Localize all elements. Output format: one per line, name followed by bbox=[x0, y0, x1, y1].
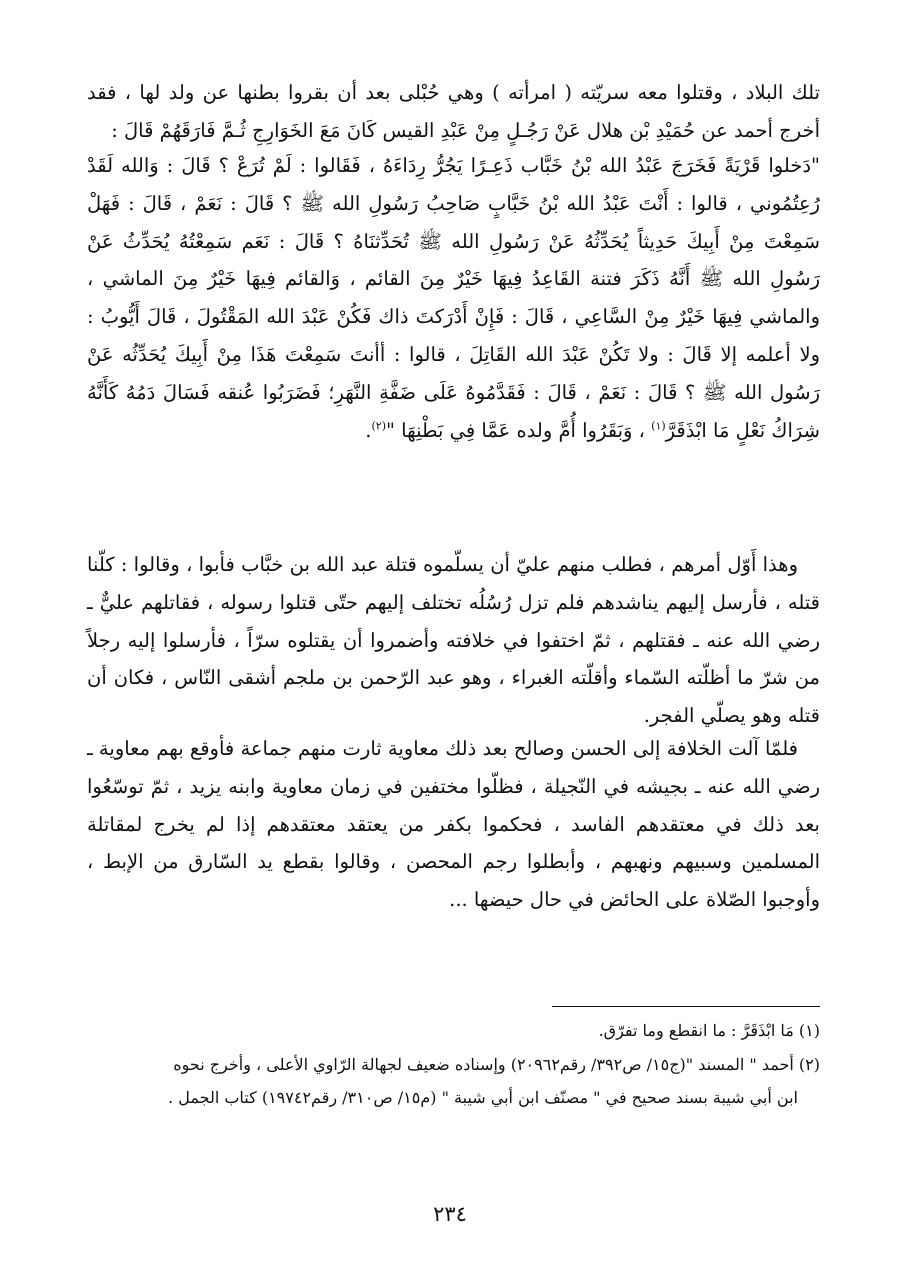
quote-text-1: "دَخلوا قَرْيَةً فَخَرَجَ عَبْدُ الله بْنُ خَبَّاب ذَعِـرًا يَجُرُّ رِدَاءَهُ ، فَقَالوا : لَمْ تُرَعْ ؟ قَالَ : وَالله لَقَدْ رُعِتُمُوني ، قالوا : أَنْتَ عَبْدُ الله بْنُ خَبَّابٍ صَاحِبُ رَسُولِ الله ﷺ ؟ قَالَ : نَعَمْ ، قَالَ : فَهَلْ سَمِعْتَ مِنْ أَبِيكَ حَدِيثاً يُحَدِّثُهُ عَنْ رَسُولِ الله ﷺ تُحَدِّثنَاهُ ؟ قَالَ : نَعَم سَمِعْتُهُ يُحَدِّثُ عَنْ رَسُولِ الله ﷺ أَنَّهُ ذَكَرَ فتنة القَاعِدُ فِيهَا خَيْرٌ مِنَ القائم ، وَالقائم فِيهَا خَيْرٌ مِنَ الماشي ، والماشي فِيهَا خَيْرٌ مِنْ السَّاعِي ، قَالَ : فَإِنْ أَدْرَكتَ ذاك فَكُنْ عَبْدَ الله المَقْتُولَ ، قَالَ أَيُّوبُ : ولا أعلمه إلا قَالَ : ولا تَكُنْ عَبْدَ الله القَاتِلَ ، قالوا : أأنتَ سَمِعْتَ هَذَا مِنْ أَبِيكَ يُحَدِّثُه عَنْ رَسُول الله ﷺ ؟ قَالَ : نَعَمْ ، قَالَ : فَقَدَّمُوهُ عَلَى ضَفَّةِ النَّهَرِ؛ فَضَرَبُوا عُنقه فَسَالَ دَمُهُ كَأَنَّهُ شِرَاكُ نَعْلٍ مَا ابْذَقَرَّ bbox=[87, 154, 820, 442]
page-number: ٢٣٤ bbox=[433, 1202, 467, 1226]
paragraph-ali: وهذا أَوّل أمرهم ، فطلب منهم عليّ أن يسلّموه قتلة عبد الله بن خبَّاب فأبوا ، وقالوا : كلّنا قتله ، فأرسل إليهم يناشدهم فلم تزل رُسُلُه تختلف إليهم حتّى قتلوا رسوله ، فقاتلهم عليٌّ ـ رضي الله عنه ـ فقتلهم ، ثمّ اختفوا في خلافته وأضمروا أن يقتلوه سرّاً ، فأرسلوا إليه رجلاً من شرّ ما أظلّته السّماء وأقلّته الغبراء ، وهو عبد الرّحمن بن ملجم أشقى النّاس ، فكان أن قتله وهو يصلّي الفجر. bbox=[87, 553, 820, 728]
footnote-1: (١) مَا ابْذَقَرَّ : ما انقطع وما تفرّق. bbox=[598, 1021, 820, 1040]
quote-text-2: ، وَبَقَرُوا أُمَّ ولده عَمَّا فِي بَطْنِهَا " bbox=[386, 418, 652, 442]
footnote-ref-1[interactable]: (١) bbox=[651, 419, 666, 433]
footnote-2-continued: ابن أبي شيبة بسند صحيح في " مصنّف ابن أبي شيبة " (م١٥/ ص٣١٠/ رقم١٩٧٤٢) كتاب الجمل . bbox=[168, 1088, 798, 1107]
hadith-quote bbox=[87, 147, 820, 449]
footnote-2: (٢) أحمد " المسند "(ج١٥/ ص٣٩٢/ رقم٢٠٩٦٢) وإسناده ضعيف لجهالة الرّاوي الأعلى ، وأخرج نحوه bbox=[173, 1054, 820, 1074]
footnote-ref-2[interactable]: (٢) bbox=[371, 419, 387, 433]
paragraph-hasan: فلمّا آلت الخلافة إلى الحسن وصالح بعد ذلك معاوية ثارت منهم جماعة فأوقع بهم معاوية ـ رضي الله عنه ـ بجيشه في النّجيلة ، فظلّوا مختفين في زمان معاوية وابنه يزيد ، ثمّ توسّعُوا بعد ذلك في معتقدهم الفاسد ، فحكموا بكفر من يعتقد معتقدهم إذا لم يخرج لمقاتلة المسلمين وسبيهم ونهبهم ، وأبطلوا رجم المحصن ، وقالوا بقطع يد السّارق من الإبط ، وأوجبوا الصّلاة على الحائض في حال حيضها ... bbox=[87, 737, 820, 912]
footnote-separator bbox=[552, 1006, 820, 1007]
footnotes bbox=[87, 1014, 820, 1115]
quote-end: . bbox=[365, 418, 372, 442]
paragraph-intro: تلك البلاد ، وقتلوا معه سريّته ( امرأته ) وهي حُبْلى بعد أن بقروا بطنها عن ولد لها ، فقد أخرج أحمد عن حُمَيْدِ بْن هلال عَنْ رَجُـلٍ مِنْ عَبْدِ القيس كَانَ مَعَ الخَوَارِجِ ثُـمَّ فَارَقَهُمْ قَالَ : bbox=[87, 81, 820, 142]
